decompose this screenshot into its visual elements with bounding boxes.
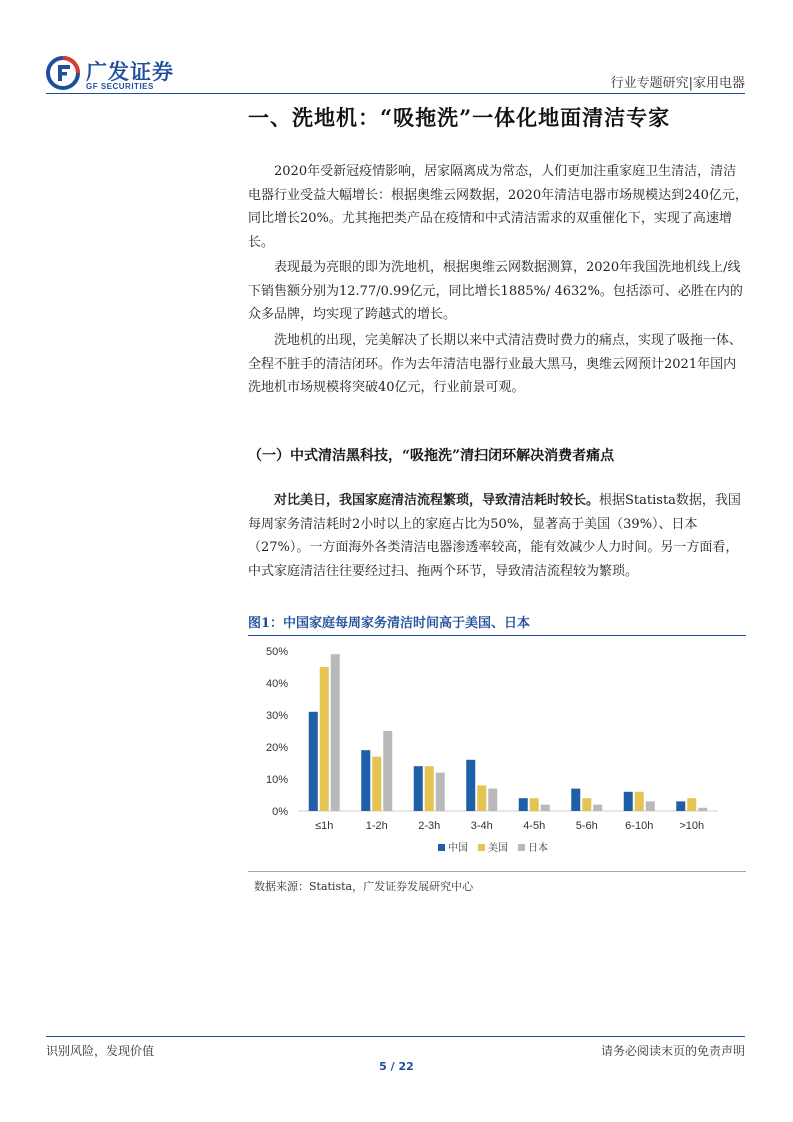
logo-text-en: GF SECURITIES [86,82,154,91]
legend-label-日本: 日本 [528,843,548,854]
bar-日本-2 [436,773,445,811]
bar-日本-4 [541,805,550,811]
bar-美国-7 [687,798,696,811]
paragraph-4 [248,489,748,583]
x-tick-label: 3-4h [470,820,493,832]
paragraph-1: 2020年受新冠疫情影响，居家隔离成为常态，人们更加注重家庭卫生清洁，清洁电器行业受益大幅增长：根据奥维云网数据，2020年清洁电器市场规模达到240亿元，同比增长20%。尤其拖把类产品在疫情和中式清洁需求的双重催化下，实现了高速增长。 [248,164,748,250]
bar-中国-2 [414,766,423,811]
paragraph-2: 表现最为亮眼的即为洗地机，根据奥维云网数据测算，2020年我国洗地机线上/线下销售额分别为12.77/0.99亿元，同比增长1885%/ 4632%。包括添可、必胜在内的众多品牌，均实现了跨越式的增长。 [248,260,743,322]
bar-美国-4 [530,798,539,811]
footer-disclaimer: 请务必阅读末页的免责声明 [600,1044,745,1058]
y-tick-label: 20% [265,742,288,754]
subsection-title: （一）中式清洁黑科技，“吸拖洗”清扫闭环解决消费者痛点 [248,448,615,464]
bar-中国-4 [519,798,528,811]
bar-中国-3 [466,760,475,811]
footer-slogan: 识别风险，发现价值 [46,1044,155,1058]
y-tick-label: 40% [265,678,288,690]
figure-title: 图1：中国家庭每周家务清洁时间高于美国、日本 [248,612,746,636]
figure-divider [248,871,746,872]
x-tick-label: 4-5h [523,820,546,832]
bar-中国-5 [571,789,580,811]
y-tick-label: 50% [265,646,288,658]
bar-美国-5 [582,798,591,811]
x-tick-label: 1-2h [365,820,388,832]
x-tick-label: 5-6h [575,820,598,832]
bar-日本-6 [646,801,655,811]
page-number: 5 / 22 [379,1060,414,1073]
gf-securities-logo [46,56,176,92]
bar-日本-5 [593,805,602,811]
bar-中国-7 [676,801,685,811]
y-tick-label: 30% [265,710,288,722]
bar-美国-6 [635,792,644,811]
bar-日本-1 [383,731,392,811]
y-tick-label: 10% [265,774,288,786]
bar-日本-3 [488,789,497,811]
bar-美国-2 [425,766,434,811]
x-tick-label: 2-3h [418,820,441,832]
footer-divider [46,1036,745,1037]
x-tick-label: 6-10h [625,820,654,832]
section-title: 一、洗地机：“吸拖洗”一体化地面清洁专家 [248,105,671,130]
figure-source: 数据来源：Statista，广发证券发展研究中心 [254,880,474,893]
logo-text-cn: 广发证券 [86,60,174,84]
legend-swatch-中国 [438,844,445,851]
legend-label-美国: 美国 [488,843,508,854]
header-divider [46,93,745,94]
x-tick-label: >10h [679,820,705,832]
bar-中国-6 [624,792,633,811]
y-tick-label: 0% [272,806,288,818]
legend-swatch-日本 [518,844,525,851]
report-category: 行业专题研究|家用电器 [610,76,745,91]
bar-中国-1 [361,750,370,811]
bar-中国-0 [309,712,318,811]
bar-日本-7 [698,808,707,811]
gf-logo-icon [46,56,80,90]
bar-美国-1 [372,757,381,811]
bar-美国-0 [320,667,329,811]
cleaning-time-bar-chart [248,635,748,865]
legend-label-中国: 中国 [448,843,468,854]
paragraph-4-lead: 对比美日，我国家庭清洁流程繁琐，导致清洁耗时较长。 [274,493,600,508]
paragraph-3: 洗地机的出现，完美解决了长期以来中式清洁费时费力的痛点，实现了吸拖一体、全程不脏手的清洁闭环。作为去年清洁电器行业最大黑马，奥维云网预计2021年国内洗地机市场规模将突破40亿元，行业前景可观。 [248,333,743,395]
legend-swatch-美国 [478,844,485,851]
bar-美国-3 [477,785,486,811]
x-tick-label: ≤1h [315,820,334,832]
bar-日本-0 [331,654,340,811]
paragraph-4-body: 根据Statista数据，我国每周家务清洁耗时2小时以上的家庭占比为50%，显著高于美国（39%）、日本（27%）。一方面海外各类清洁电器渗透率较高，能有效减少人力时间。另一方面看，中式家庭清洁往往要经过扫、拖两个环节，导致清洁流程较为繁琐。 [248,493,741,579]
